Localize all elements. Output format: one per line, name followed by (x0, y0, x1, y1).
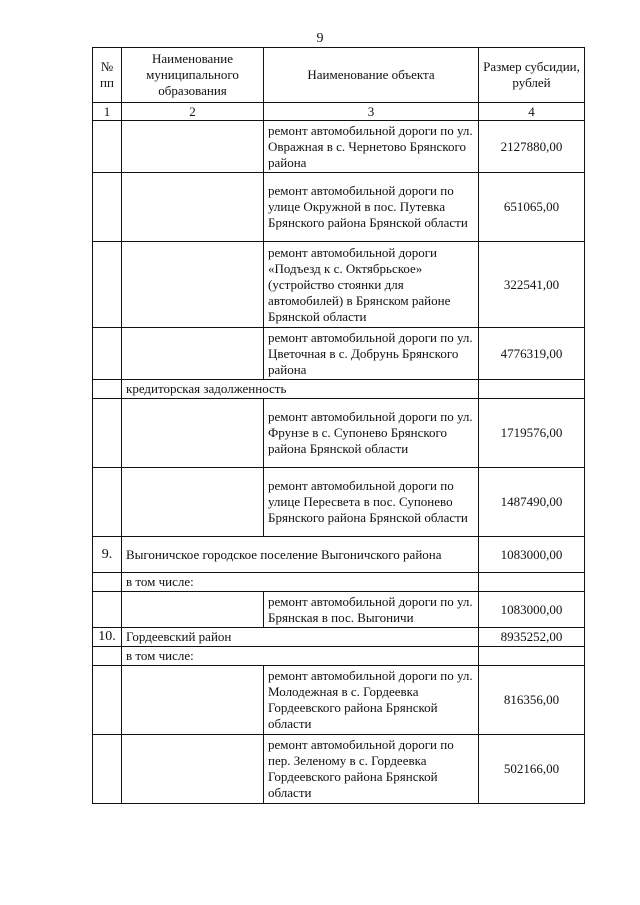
table-row (93, 468, 585, 537)
amount-cell: 322541,00 (479, 242, 585, 328)
empty-cell (122, 592, 264, 628)
empty-cell (93, 380, 122, 399)
object-cell: ремонт автомобильной дороги по ул. Овражная в с. Чернетово Брянского района (264, 121, 479, 173)
empty-cell (93, 468, 122, 537)
entry-number: 9. (93, 537, 122, 573)
column-number: 2 (122, 103, 264, 121)
table-row (93, 173, 585, 242)
table-row (93, 592, 585, 628)
empty-cell (93, 666, 122, 735)
empty-cell (93, 592, 122, 628)
entry-number: 10. (93, 628, 122, 647)
empty-cell (93, 647, 122, 666)
empty-cell (122, 399, 264, 468)
empty-cell (122, 468, 264, 537)
empty-cell (93, 573, 122, 592)
amount-cell: 1083000,00 (479, 592, 585, 628)
empty-cell (122, 121, 264, 173)
amount-cell: 1719576,00 (479, 399, 585, 468)
empty-cell (122, 666, 264, 735)
empty-cell (479, 647, 585, 666)
empty-cell (93, 242, 122, 328)
table-row (93, 380, 585, 399)
empty-cell (122, 173, 264, 242)
empty-cell (93, 328, 122, 380)
empty-cell (122, 735, 264, 804)
object-cell: ремонт автомобильной дороги по ул. Фрунзе в с. Супонево Брянского района Брянской области (264, 399, 479, 468)
table-row (93, 537, 585, 573)
object-cell: ремонт автомобильной дороги по пер. Зеленому в с. Гордеевка Гордеевского района Брянской области (264, 735, 479, 804)
table-row (93, 328, 585, 380)
table-row (93, 628, 585, 647)
empty-cell (479, 380, 585, 399)
empty-cell (122, 328, 264, 380)
column-number: 1 (93, 103, 122, 121)
header-no: № пп (93, 48, 122, 103)
object-cell: ремонт автомобильной дороги по улице Пересвета в пос. Супонево Брянского района Брянской области (264, 468, 479, 537)
amount-cell: 1487490,00 (479, 468, 585, 537)
amount-cell: 1083000,00 (479, 537, 585, 573)
empty-cell (93, 121, 122, 173)
header-municipality: Наименование муниципального образования (122, 48, 264, 103)
column-number: 4 (479, 103, 585, 121)
table-row (93, 242, 585, 328)
subsidy-table (92, 47, 585, 804)
table-row (93, 573, 585, 592)
table-row (93, 666, 585, 735)
table-row (93, 735, 585, 804)
column-number-row (93, 103, 585, 121)
municipality-name: Выгоничское городское поселение Выгоничского района (122, 537, 479, 573)
amount-cell: 4776319,00 (479, 328, 585, 380)
creditor-label: кредиторская задолженность (122, 380, 479, 399)
amount-cell: 816356,00 (479, 666, 585, 735)
object-cell: ремонт автомобильной дороги «Подъезд к с. Октябрьское» (устройство стоянки для автомобилей) в Брянском районе Брянской области (264, 242, 479, 328)
table-row (93, 399, 585, 468)
column-number: 3 (264, 103, 479, 121)
object-cell: ремонт автомобильной дороги по ул. Брянская в пос. Выгоничи (264, 592, 479, 628)
amount-cell: 651065,00 (479, 173, 585, 242)
header-row (93, 48, 585, 103)
empty-cell (479, 573, 585, 592)
object-cell: ремонт автомобильной дороги по ул. Цветочная в с. Добрунь Брянского района (264, 328, 479, 380)
empty-cell (93, 735, 122, 804)
header-object: Наименование объекта (264, 48, 479, 103)
header-amount: Размер субсидии, рублей (479, 48, 585, 103)
amount-cell: 8935252,00 (479, 628, 585, 647)
including-label: в том числе: (122, 647, 479, 666)
municipality-name: Гордеевский район (122, 628, 479, 647)
object-cell: ремонт автомобильной дороги по улице Окружной в пос. Путевка Брянского района Брянской области (264, 173, 479, 242)
amount-cell: 502166,00 (479, 735, 585, 804)
table-row (93, 121, 585, 173)
table-row (93, 647, 585, 666)
including-label: в том числе: (122, 573, 479, 592)
page-number: 9 (316, 31, 324, 46)
empty-cell (93, 399, 122, 468)
amount-cell: 2127880,00 (479, 121, 585, 173)
empty-cell (122, 242, 264, 328)
object-cell: ремонт автомобильной дороги по ул. Молодежная в с. Гордеевка Гордеевского района Брянской области (264, 666, 479, 735)
empty-cell (93, 173, 122, 242)
